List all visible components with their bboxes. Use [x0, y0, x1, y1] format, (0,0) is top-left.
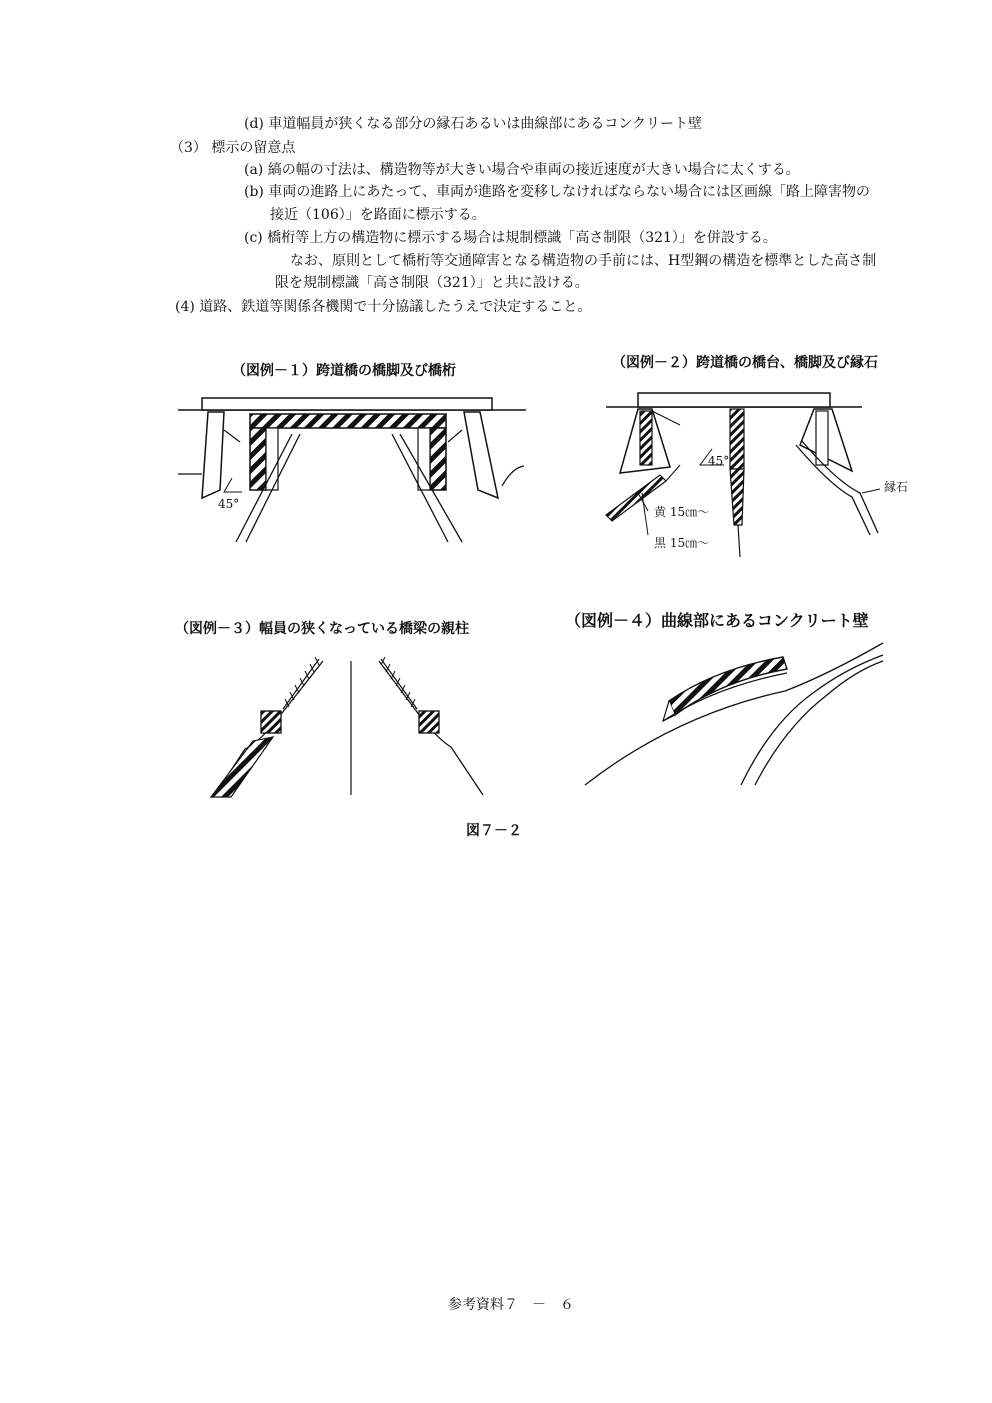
fig3-drawing: [175, 645, 505, 800]
fig2-angle-label: 45°: [708, 454, 730, 468]
fig1-angle-label: 45°: [218, 497, 240, 511]
item-c-line3: 限を規制標識「高さ制限（321）」と共に設ける。: [275, 275, 589, 291]
item-a: (a) 縞の幅の寸法は、構造物等が大きい場合や車両の接近速度が大きい場合に太くする。: [244, 162, 800, 178]
item-c-line2: なお、原則として橋桁等交通障害となる構造物の手前には、H型鋼の構造を標準とした高さ制: [290, 253, 877, 269]
fig2-yellow-label: 黄 15㎝～: [654, 505, 710, 519]
fig1-caption: （図例－１）跨道橋の橋脚及び橋桁: [232, 363, 456, 379]
fig2-caption: （図例－２）跨道橋の橋台、橋脚及び縁石: [612, 355, 878, 371]
section-3-heading: （3） 標示の留意点: [170, 140, 296, 156]
fig4-caption: （図例－４）曲線部にあるコンクリート壁: [565, 611, 869, 630]
item-c-line1: (c) 橋桁等上方の構造物に標示する場合は規制標識「高さ制限（321）」を併設する。: [244, 230, 777, 246]
item-b-line1: (b) 車両の進路上にあたって、車両が進路を変移しなければならない場合には区画線「路上障害物の: [244, 184, 871, 200]
item-b-line2: 接近（106）」を路面に標示する。: [270, 207, 486, 223]
fig2-curb-label: 縁石: [884, 480, 909, 494]
figure-title: 図７－２: [466, 823, 522, 839]
fig3-caption: （図例－３）幅員の狭くなっている橋梁の親柱: [175, 621, 469, 637]
fig1-drawing: [172, 390, 532, 550]
item-d: (d) 車道幅員が狭くなる部分の縁石あるいは曲線部にあるコンクリート壁: [244, 116, 703, 132]
section-4-heading: (4) 道路、鉄道等関係各機関で十分協議したうえで決定すること。: [175, 299, 592, 315]
fig2-drawing: [600, 385, 930, 560]
fig2-black-label: 黒 15㎝～: [654, 536, 710, 550]
page-footer: 参考資料７ － ６: [448, 1297, 574, 1313]
fig4-drawing: [565, 635, 895, 790]
